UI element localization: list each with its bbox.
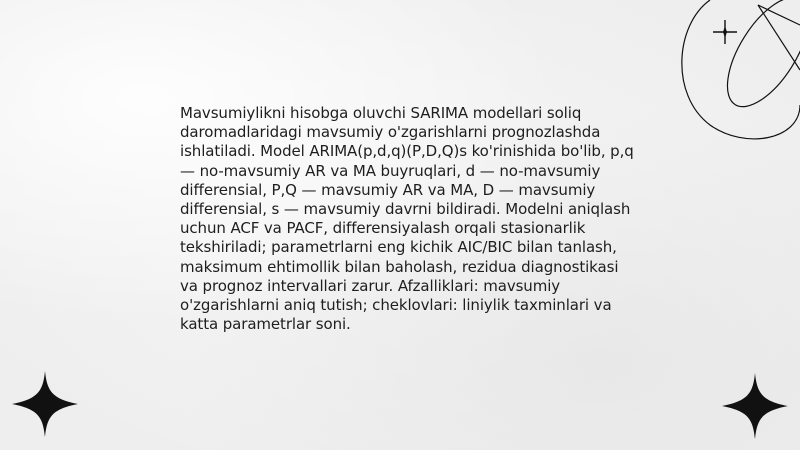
four-point-star-icon-right	[722, 373, 788, 439]
four-point-star-icon	[12, 371, 78, 437]
sparkle-icon	[713, 20, 737, 44]
orbit-lines-icon	[670, 0, 800, 145]
slide-body-text: Mavsumiylikni hisobga oluvchi SARIMA modellari soliq daromadlaridagi mavsumiy o'zgarishlarni prognozlashda ishlatiladi. Model ARIMA(p,d,q)(P,D,Q)s ko'rinishida bo'lib, p,q — no-mavsumiy AR va MA buyruqlari, d — no-mavsumiy differensial, P,Q — mavsumiy AR va MA, D — mavsumiy differensial, s — mavsumiy davrni bildiradi. Modelni aniqlash uchun ACF va PACF, differensiyalash orqali stasionarlik tekshiriladi; parametrlarni eng kichik AIC/BIC bilan tanlash, maksimum ehtimollik bilan baholash, rezidua diagnostikasi va prognoz intervallari zarur. Afzalliklari: mavsumiy o'zgarishlarni aniq tutish; cheklovlari: liniylik taxminlari va katta parametrlar soni.	[180, 104, 634, 334]
